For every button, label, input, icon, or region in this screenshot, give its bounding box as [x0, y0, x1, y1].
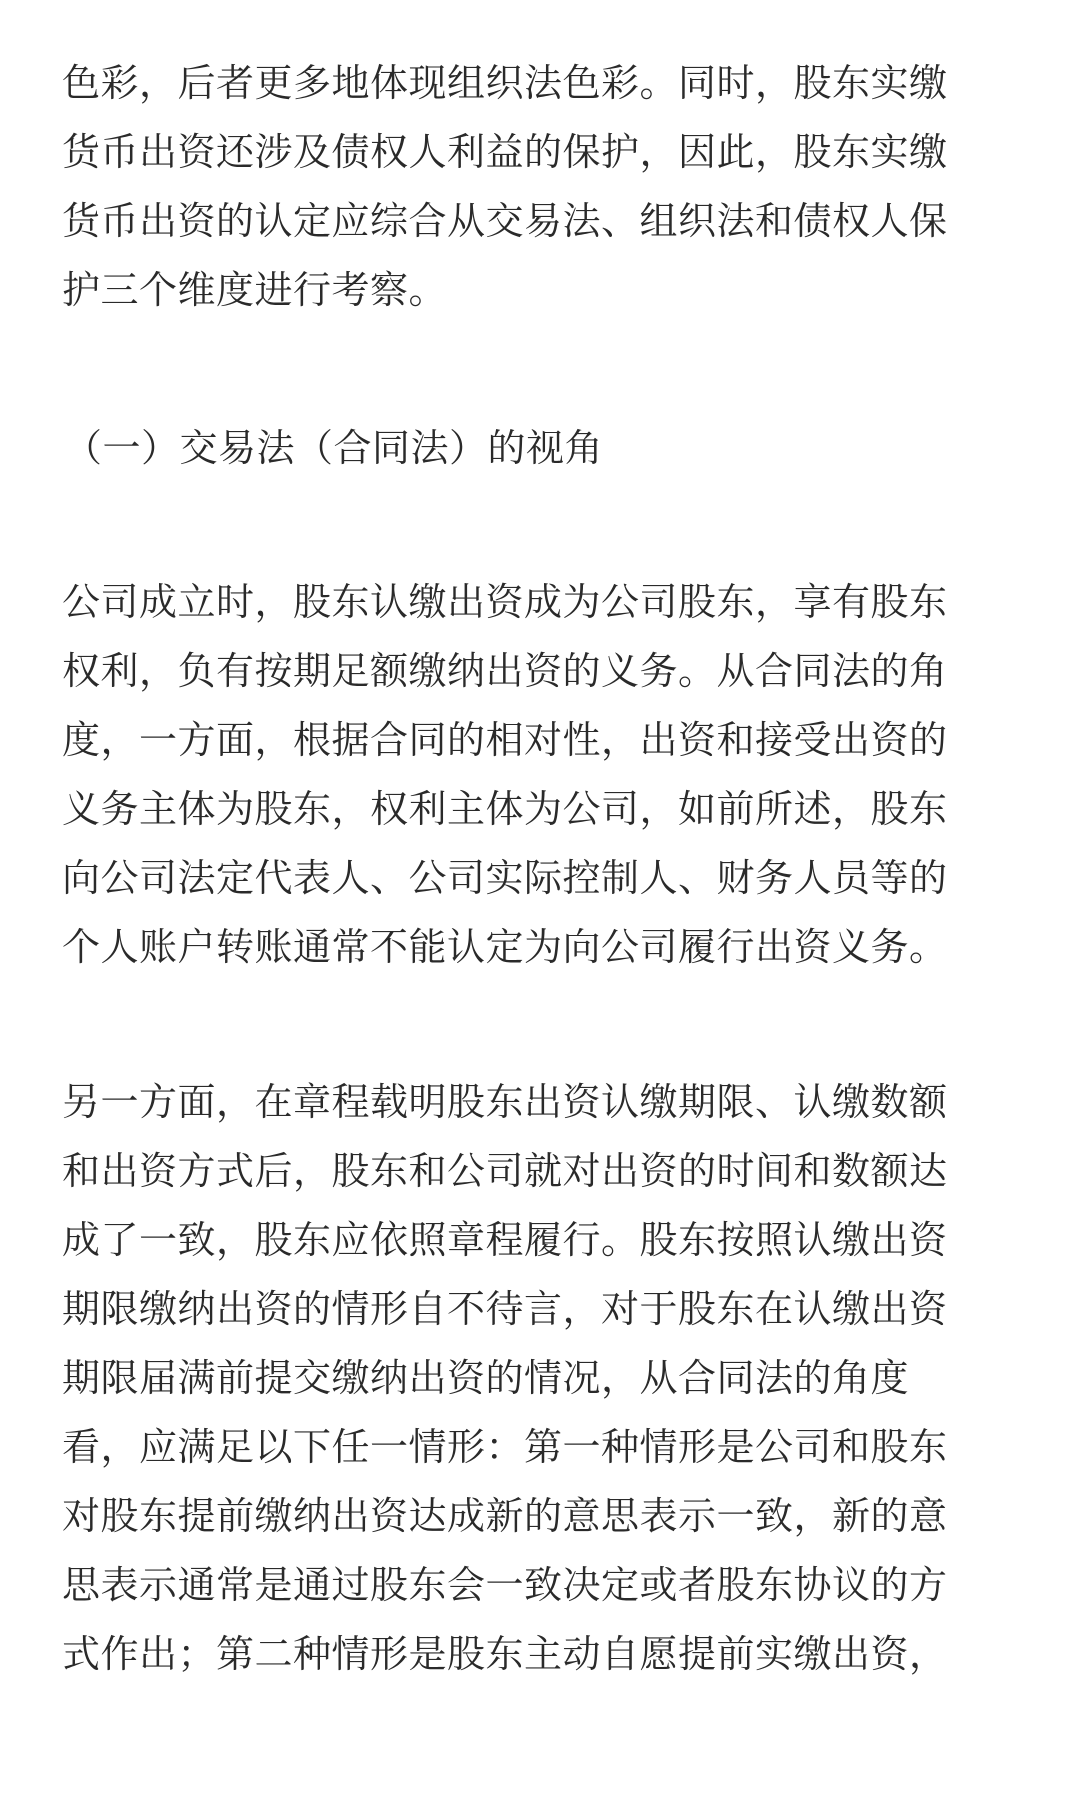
- text-line: 公司成立时，股东认缴出资成为公司股东，享有股东: [62, 580, 948, 624]
- text-line: 期限缴纳出资的情形自不待言，对于股东在认缴出资: [62, 1287, 948, 1331]
- text-line: 护三个维度进行考察。: [62, 268, 448, 312]
- text-line: 度，一方面，根据合同的相对性，出资和接受出资的: [62, 718, 948, 762]
- text-line: 看，应满足以下任一情形：第一种情形是公司和股东: [62, 1425, 948, 1469]
- text-line: 义务主体为股东，权利主体为公司，如前所述，股东: [62, 787, 948, 831]
- text-line: 期限届满前提交缴纳出资的情况，从合同法的角度: [62, 1356, 910, 1400]
- text-line: 权利，负有按期足额缴纳出资的义务。从合同法的角: [62, 649, 948, 693]
- text-line: 对股东提前缴纳出资达成新的意思表示一致，新的意: [62, 1494, 948, 1538]
- text-line: 货币出资的认定应综合从交易法、组织法和债权人保: [62, 199, 948, 243]
- text-line: 色彩，后者更多地体现组织法色彩。同时，股东实缴: [62, 61, 948, 105]
- text-line: 另一方面，在章程载明股东出资认缴期限、认缴数额: [62, 1080, 948, 1124]
- text-line: 成了一致，股东应依照章程履行。股东按照认缴出资: [62, 1218, 948, 1262]
- text-line: 个人账户转账通常不能认定为向公司履行出资义务。: [62, 925, 948, 969]
- text-line: 思表示通常是通过股东会一致决定或者股东协议的方: [62, 1563, 948, 1607]
- text-line: 式作出；第二种情形是股东主动自愿提前实缴出资，: [62, 1632, 948, 1676]
- text-line: 货币出资还涉及债权人利益的保护，因此，股东实缴: [62, 130, 948, 174]
- section-heading: （一）交易法（合同法）的视角: [64, 426, 604, 470]
- text-line: 向公司法定代表人、公司实际控制人、财务人员等的: [62, 856, 948, 900]
- text-line: 和出资方式后，股东和公司就对出资的时间和数额达: [62, 1149, 948, 1193]
